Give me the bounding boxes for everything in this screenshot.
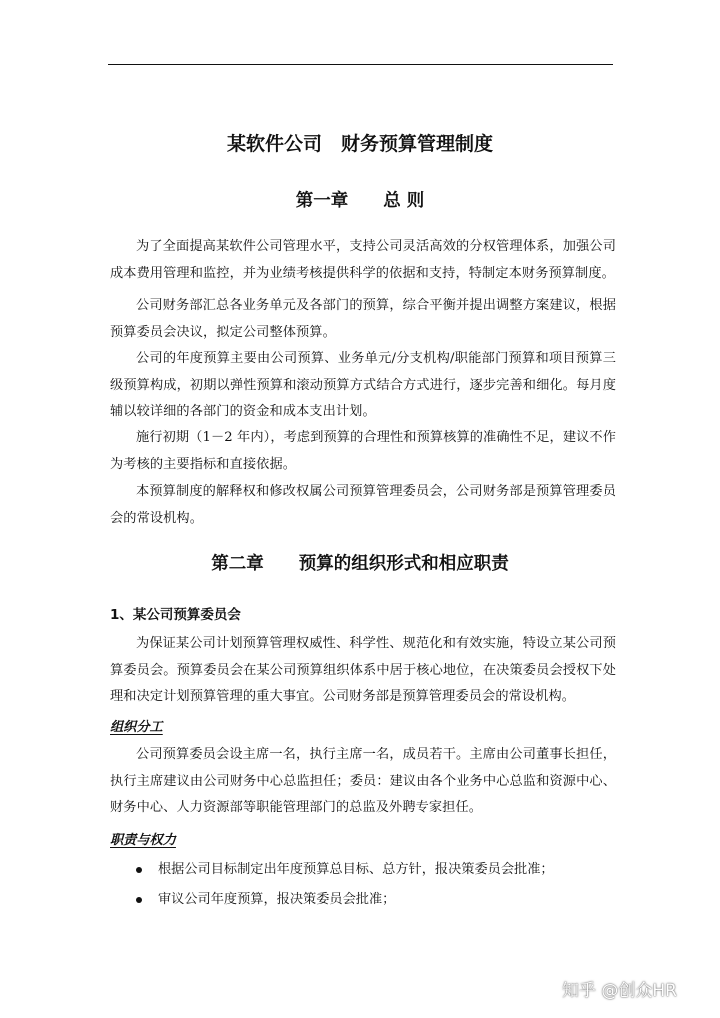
section-1-title: 某公司预算委员会 [132, 607, 241, 623]
duty-text: 审议公司年度预算，报决策委员会批准； [158, 892, 396, 907]
list-item [110, 887, 616, 917]
section-1-paragraph: 为保证某公司计划预算管理权威性、科学性、规范化和有效实施，特设立某公司预算委员会。预算委员会在某公司预算组织体系中居于核心地位，在决策委员会授权下处理和决定计划预算管理的重大事宜。公司财务部是预算管理委员会的常设机构。 [110, 636, 616, 704]
org-division-label: 组织分工 [110, 720, 163, 735]
org-division-paragraph: 公司预算委员会设主席一名，执行主席一名，成员若干。主席由公司董事长担任，执行主席建议由公司财务中心总监担任；委员：建议由各个业务中心总监和资源中心、财务中心、人力资源部等职能管理部门的总监及外聘专家担任。 [110, 747, 616, 815]
zhihu-watermark: 知乎 @创众HR [562, 981, 677, 1001]
chapter-1-paragraph-4: 施行初期（1－2 年内），考虑到预算的合理性和预算核算的准确性不足，建议不作为考核的主要指标和直接依据。 [110, 430, 616, 472]
chapter-2-heading: 第二章 预算的组织形式和相应职责 [211, 554, 509, 574]
chapter-1-paragraph-2: 公司财务部汇总各业务单元及各部门的预算，综合平衡并提出调整方案建议，根据预算委员会决议，拟定公司整体预算。 [110, 298, 616, 340]
chapter-1-paragraph-3: 公司的年度预算主要由公司预算、业务单元/分支机构/职能部门预算和项目预算三级预算构成，初期以弹性预算和滚动预算方式结合方式进行，逐步完善和细化。每月度辅以较详细的各部门的资金和成本支出计划。 [110, 351, 616, 419]
duty-text: 根据公司目标制定出年度预算总目标、总方针，报决策委员会批准； [158, 862, 554, 877]
chapter-1-paragraph-1: 为了全面提高某软件公司管理水平，支持公司灵活高效的分权管理体系，加强公司成本费用管理和监控，并为业绩考核提供科学的依据和支持，特制定本财务预算制度。 [110, 239, 616, 281]
section-1-heading [110, 605, 241, 625]
duties-list [110, 857, 616, 917]
duties-label: 职责与权力 [110, 833, 176, 848]
chapter-1-heading: 第一章 总 则 [295, 191, 425, 211]
header-rule [108, 64, 613, 65]
bullet-icon [136, 897, 142, 903]
chapter-1-paragraph-5: 本预算制度的解释权和修改权属公司预算管理委员会，公司财务部是预算管理委员会的常设机构。 [110, 484, 616, 526]
section-1-number: 1、 [110, 607, 133, 623]
bullet-icon [136, 867, 142, 873]
list-item [110, 857, 616, 887]
document-title: 某软件公司 财务预算管理制度 [226, 133, 493, 155]
